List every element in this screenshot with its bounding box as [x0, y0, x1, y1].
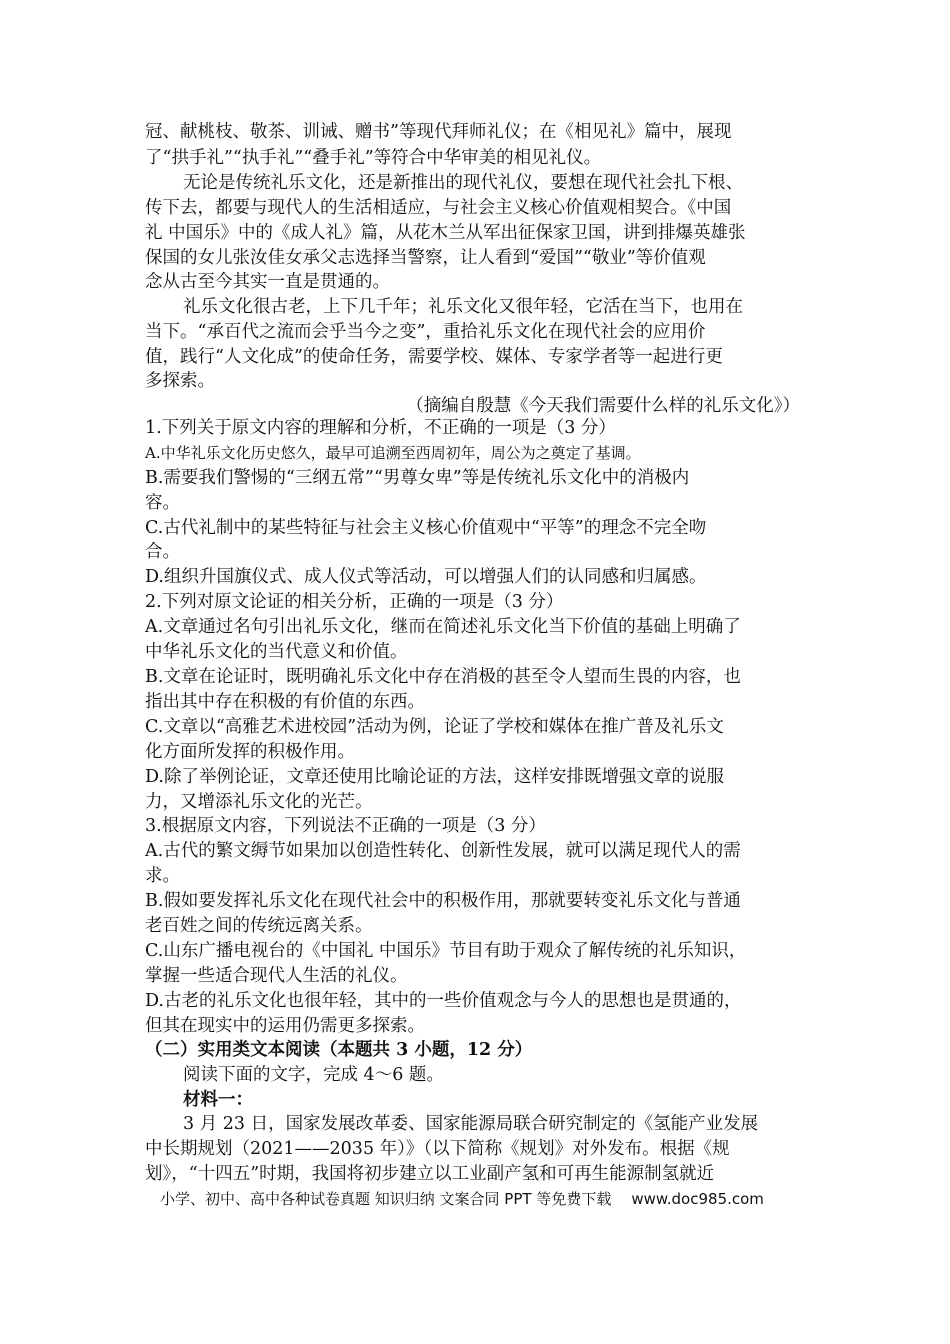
text-line: 了“拱手礼”“执手礼”“叠手礼”等符合中华审美的相见礼仪。 — [145, 148, 602, 168]
option-line: 容。 — [145, 493, 180, 513]
option-line: 老百姓之间的传统远离关系。 — [145, 916, 373, 936]
option-line: A.中华礼乐文化历史悠久，最早可追溯至西周初年，周公为之奠定了基调。 — [145, 444, 641, 462]
paragraph-start: 无论是传统礼乐文化，还是新推出的现代礼仪，要想在现代社会扎下根、 — [183, 173, 743, 193]
instruction: 阅读下面的文字，完成 4～6 题。 — [183, 1065, 444, 1085]
option-line: C.文章以“高雅艺术进校园”活动为例，论证了学校和媒体在推广普及礼乐文 — [145, 717, 724, 737]
text-line: 值，践行“人文化成”的使命任务，需要学校、媒体、专家学者等一起进行更 — [145, 347, 723, 367]
option-line: A.古代的繁文缛节如果加以创造性转化、创新性发展，就可以满足现代人的需 — [145, 841, 741, 861]
text-line: 当下。“承百代之流而会乎当今之变”，重拾礼乐文化在现代社会的应用价 — [145, 322, 706, 342]
option-line: C.山东广播电视台的《中国礼 中国乐》节目有助于观众了解传统的礼乐知识， — [145, 941, 747, 961]
text-line: 多探索。 — [145, 371, 215, 391]
option-line: B.文章在论证时，既明确礼乐文化中存在消极的甚至令人望而生畏的内容，也 — [145, 667, 741, 687]
option-line: A.文章通过名句引出礼乐文化，继而在简述礼乐文化当下价值的基础上明确了 — [145, 617, 741, 637]
option-line: 但其在现实中的运用仍需更多探索。 — [145, 1016, 425, 1036]
section-heading: （二）实用类文本阅读（本题共 3 小题，12 分） — [145, 1040, 533, 1060]
option-line: 求。 — [145, 866, 180, 886]
paragraph-start: 礼乐文化很古老，上下几千年；礼乐文化又很年轻，它活在当下，也用在 — [183, 297, 743, 317]
option-line: D.除了举例论证，文章还使用比喻论证的方法，这样安排既增强文章的说服 — [145, 767, 724, 787]
text-line: 中长期规划（2021——2035 年）》（以下简称《规划》对外发布。根据《规 — [145, 1139, 730, 1159]
paragraph-start: 3 月 23 日，国家发展改革委、国家能源局联合研究制定的《氢能产业发展 — [183, 1114, 759, 1134]
text-line: 礼 中国乐》中的《成人礼》篇，从花木兰从军出征保家卫国，讲到排爆英雄张 — [145, 223, 746, 243]
option-line: C.古代礼制中的某些特征与社会主义核心价值观中“平等”的理念不完全吻 — [145, 518, 707, 538]
option-line: B.需要我们警惕的“三纲五常”“男尊女卑”等是传统礼乐文化中的消极内 — [145, 468, 690, 488]
text-line: 传下去，都要与现代人的生活相适应，与社会主义核心价值观相契合。《中国 — [145, 198, 732, 218]
option-line: 力，又增添礼乐文化的光芒。 — [145, 792, 373, 812]
option-line: 化方面所发挥的积极作用。 — [145, 742, 355, 762]
option-line: D.古老的礼乐文化也很年轻，其中的一些价值观念与今人的思想也是贯通的， — [145, 991, 742, 1011]
option-line: D.组织升国旗仪式、成人仪式等活动，可以增强人们的认同感和归属感。 — [145, 567, 707, 587]
page-footer — [160, 1188, 764, 1209]
option-line: 合。 — [145, 542, 180, 562]
material-label: 材料一： — [183, 1090, 253, 1110]
source-citation: （摘编自殷慧《今天我们需要什么样的礼乐文化》） — [406, 396, 800, 416]
text-line: 保国的女儿张汝佳女承父志选择当警察，让人看到“爱国”“敬业”等价值观 — [145, 248, 706, 268]
text-line: 划》，“十四五”时期，我国将初步建立以工业副产氢和可再生能源制氢就近 — [145, 1164, 715, 1184]
text-line: 念从古至今其实一直是贯通的。 — [145, 272, 390, 292]
option-line: 中华礼乐文化的当代意义和价值。 — [145, 642, 408, 662]
option-line: 掌握一些适合现代人生活的礼仪。 — [145, 966, 408, 986]
option-line: B.假如要发挥礼乐文化在现代社会中的积极作用，那就要转变礼乐文化与普通 — [145, 891, 741, 911]
question-2: 2.下列对原文论证的相关分析，正确的一项是（3 分） — [145, 592, 564, 612]
option-line: 指出其中存在积极的有价值的东西。 — [145, 692, 425, 712]
footer-text: 小学、初中、高中各种试卷真题 知识归纳 文案合同 PPT 等免费下载 — [160, 1190, 612, 1208]
question-1: 1.下列关于原文内容的理解和分析，不正确的一项是（3 分） — [145, 418, 616, 438]
text-line: 冠、献桃枝、敬茶、训诫、赠书”等现代拜师礼仪；在《相见礼》篇中，展现 — [145, 122, 732, 142]
footer-site-link[interactable]: www.doc985.com — [631, 1190, 764, 1208]
question-3: 3.根据原文内容，下列说法不正确的一项是（3 分） — [145, 816, 546, 836]
